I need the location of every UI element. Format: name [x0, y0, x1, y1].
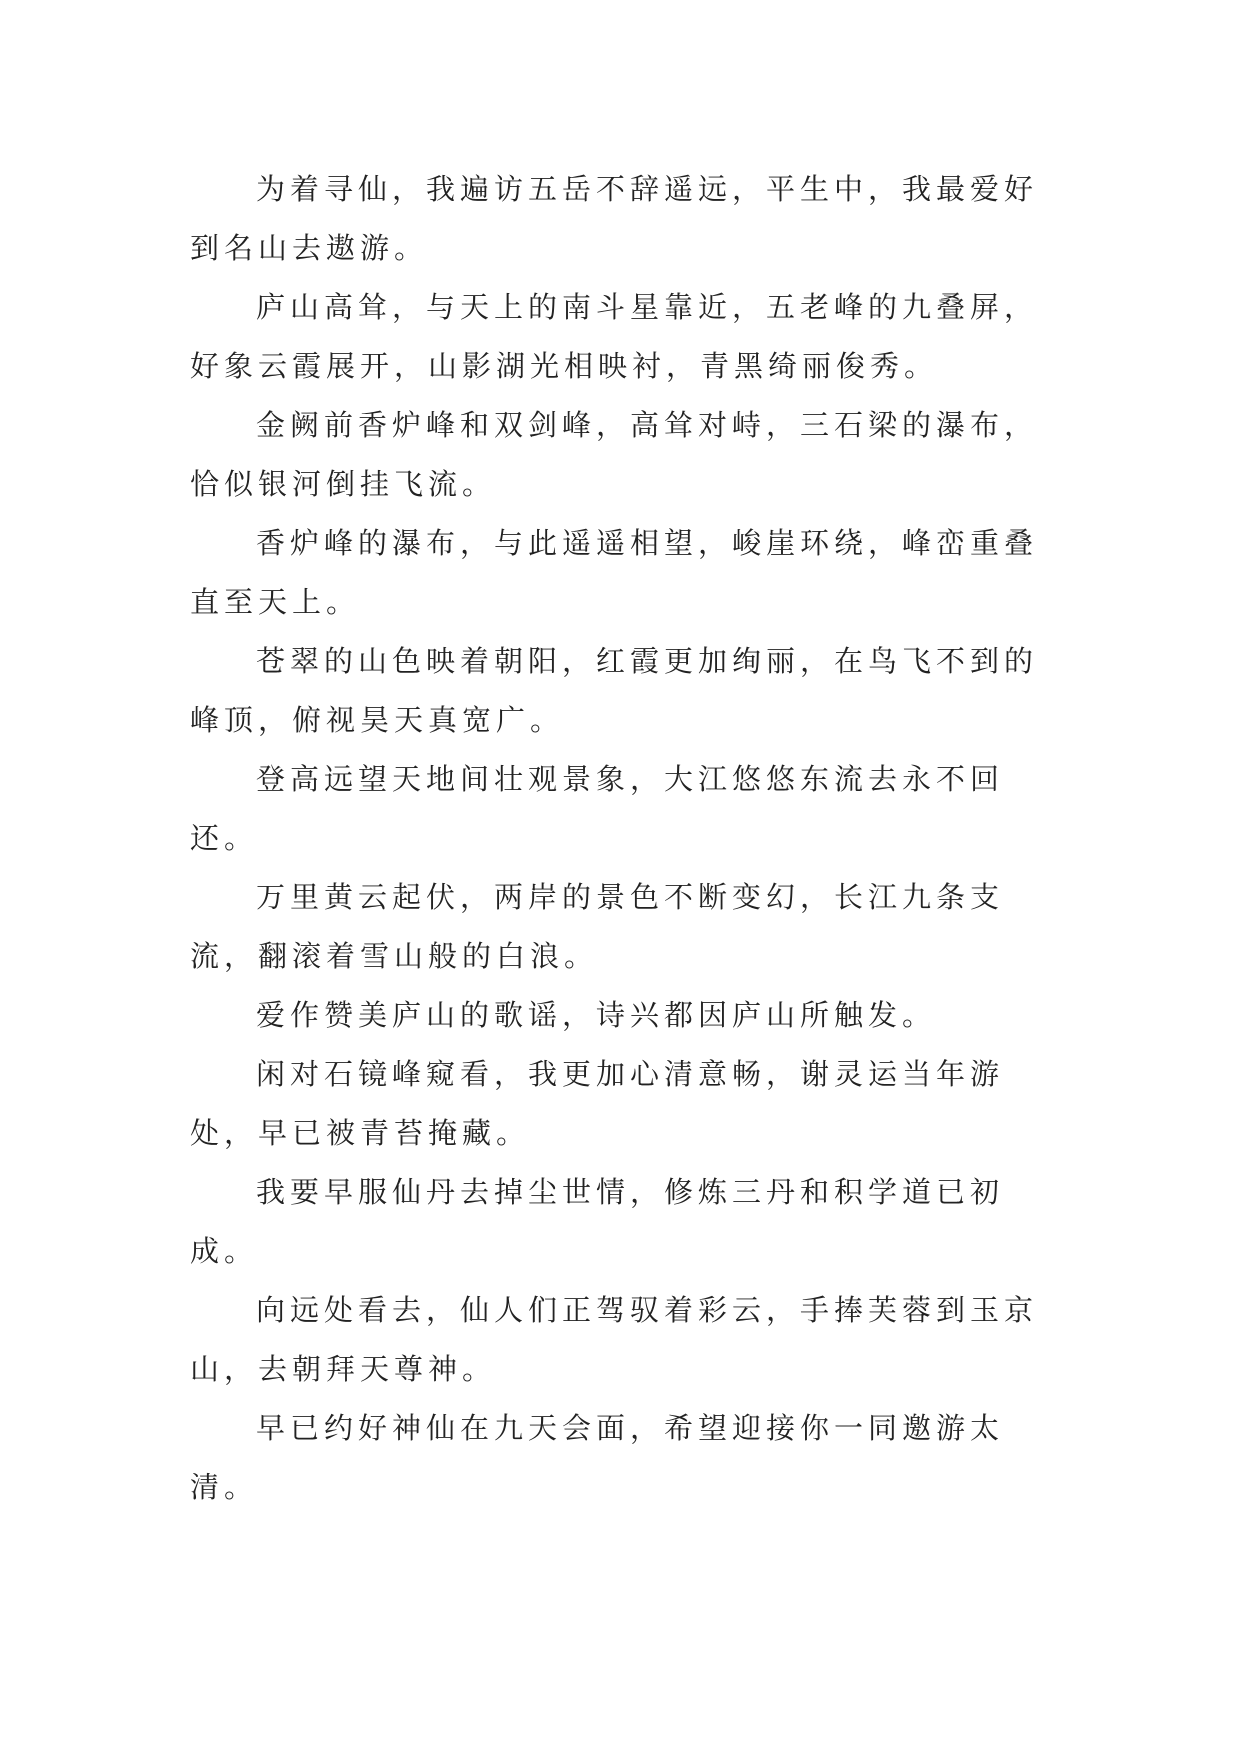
paragraph: 早已约好神仙在九天会面，希望迎接你一同邀游太清。: [190, 1411, 1005, 1504]
paragraph: 我要早服仙丹去掉尘世情，修炼三丹和积学道已初成。: [190, 1175, 1005, 1268]
paragraph: 金阙前香炉峰和双剑峰，高耸对峙，三石梁的瀑布，恰似银河倒挂飞流。: [190, 408, 1039, 501]
paragraph: 闲对石镜峰窥看，我更加心清意畅，谢灵运当年游处，早已被青苔掩藏。: [190, 1057, 1005, 1150]
paragraph: 为着寻仙，我遍访五岳不辞遥远，平生中，我最爱好到名山去遨游。: [190, 172, 1039, 265]
paragraph: 香炉峰的瀑布，与此遥遥相望，峻崖环绕，峰峦重叠直至天上。: [190, 526, 1039, 619]
paragraph: 向远处看去，仙人们正驾驭着彩云，手捧芙蓉到玉京山，去朝拜天尊神。: [190, 1293, 1039, 1386]
document-body: [190, 160, 1070, 1517]
paragraph: 万里黄云起伏，两岸的景色不断变幻，长江九条支流，翻滚着雪山般的白浪。: [190, 880, 1005, 973]
paragraph: 庐山高耸，与天上的南斗星靠近，五老峰的九叠屏，好象云霞展开，山影湖光相映衬，青黑绮丽俊秀。: [190, 290, 1039, 383]
paragraph: 爱作赞美庐山的歌谣，诗兴都因庐山所触发。: [256, 998, 937, 1032]
paragraph: 登高远望天地间壮观景象，大江悠悠东流去永不回还。: [190, 762, 1005, 855]
paragraph: 苍翠的山色映着朝阳，红霞更加绚丽，在鸟飞不到的峰顶，俯视昊天真宽广。: [190, 644, 1039, 737]
